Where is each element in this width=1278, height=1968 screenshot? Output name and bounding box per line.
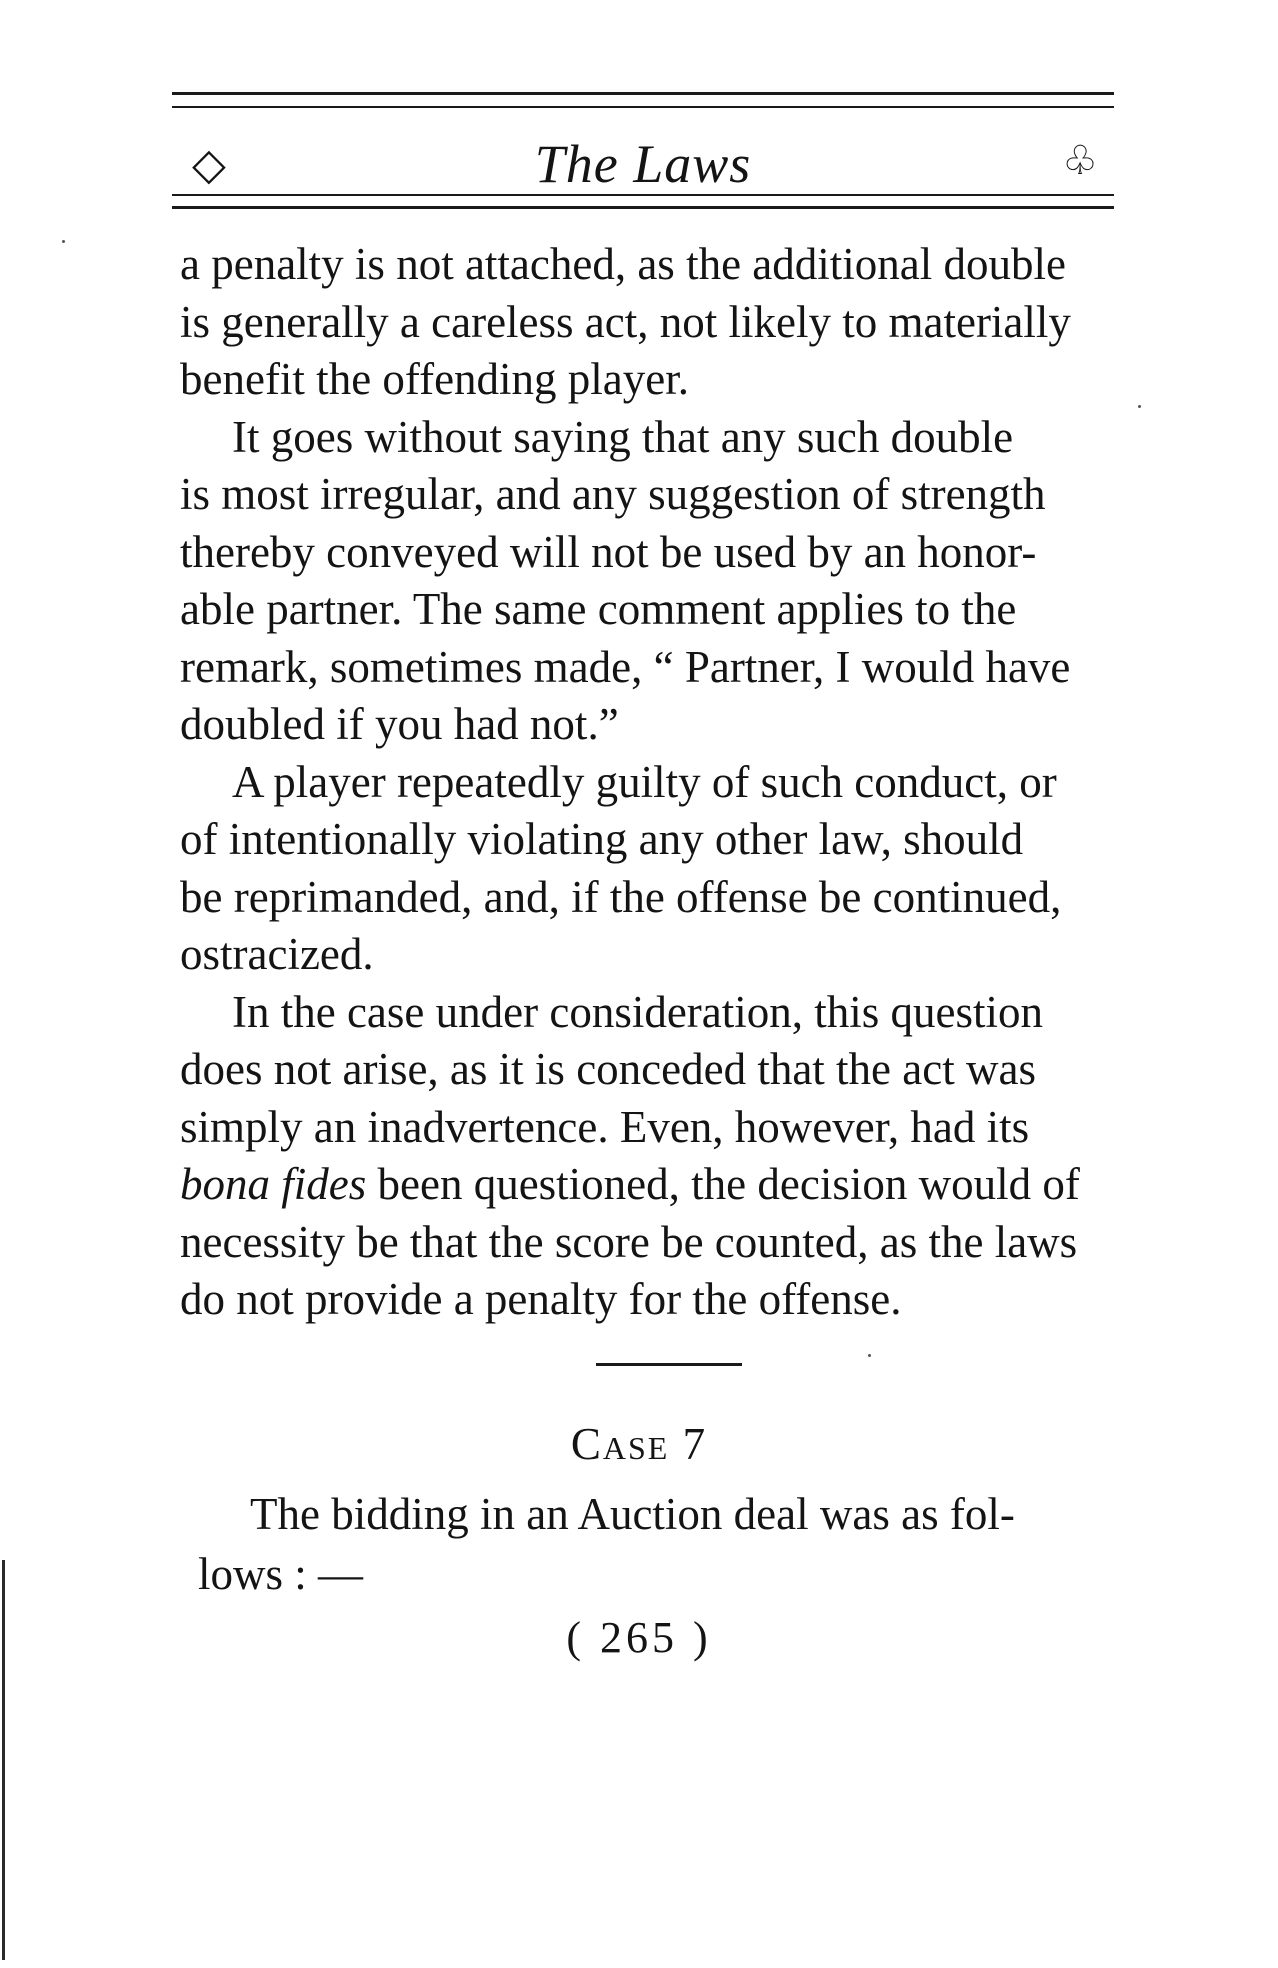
text-line: is generally a careless act, not likely to materially [180, 296, 1071, 347]
text-line: A player repeatedly guilty of such conduct, or [232, 756, 1057, 807]
italic-phrase: bona fides [180, 1159, 367, 1209]
text-line: simply an inadvertence. Even, however, had its [180, 1101, 1030, 1152]
text-line [180, 1156, 1130, 1214]
text-line: In the case under consideration, this question [232, 986, 1044, 1037]
text-line: of intentionally violating any other law, should [180, 814, 1024, 864]
text-line: a penalty is not attached, as the additional double [180, 239, 1066, 289]
case-number: 7 [682, 1419, 708, 1469]
text-line: thereby conveyed will not be used by an honor- [180, 526, 1037, 577]
diamond-icon: ◇ [192, 139, 226, 190]
section-divider [596, 1363, 742, 1366]
header-rule-bottom [172, 206, 1114, 209]
text-line: benefit the offending player. [180, 354, 689, 404]
paragraph-4 [180, 984, 1130, 1329]
text-line: be reprimanded, and, if the offense be continued, [180, 871, 1062, 922]
paragraph-1 [180, 236, 1130, 409]
text-line: is most irregular, and any suggestion of strength [180, 469, 1046, 519]
print-speck [868, 1354, 871, 1357]
header-rule-top-thin [172, 106, 1114, 108]
running-head-title: The Laws [534, 134, 752, 194]
text-line: lows : — [198, 1549, 364, 1599]
header-rule-top [172, 92, 1114, 95]
header-rule-bottom-thin [172, 194, 1114, 196]
text-line: remark, sometimes made, “ Partner, I would have [180, 641, 1071, 692]
text-fragment: been questioned, the decision would of [366, 1159, 1080, 1209]
case-text [198, 1484, 1133, 1604]
text-line: The bidding in an Auction deal was as fol- [250, 1489, 1015, 1539]
club-icon: ♧ [1062, 138, 1098, 184]
paragraph-3 [180, 754, 1130, 984]
body-text [180, 236, 1130, 1329]
case-heading [0, 1418, 1278, 1470]
print-speck [62, 240, 65, 243]
text-line: doubled if you had not.” [180, 699, 619, 749]
text-line: able partner. The same comment applies to the [180, 584, 1017, 634]
page-number: ( 265 ) [566, 1613, 712, 1662]
text-line: does not arise, as it is conceded that the act was [180, 1044, 1036, 1094]
case-label: Case [570, 1419, 670, 1469]
text-line: do not provide a penalty for the offense. [180, 1274, 902, 1324]
text-line: ostracized. [180, 929, 374, 979]
paragraph-2 [180, 409, 1130, 754]
text-line: It goes without saying that any such double [232, 411, 1014, 462]
text-line: necessity be that the score be counted, as the laws [180, 1216, 1078, 1267]
print-speck [1138, 405, 1141, 408]
